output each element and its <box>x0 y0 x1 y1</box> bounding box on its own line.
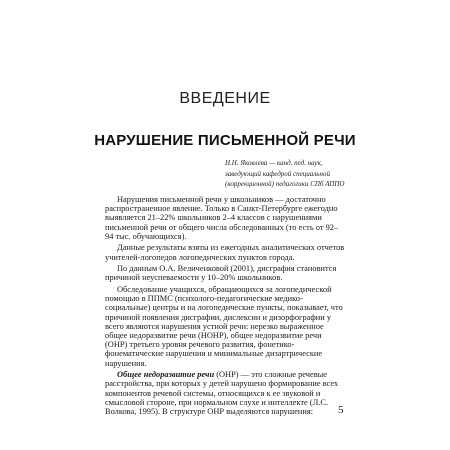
page-number: 5 <box>338 404 344 416</box>
term-onr: Общее недоразвитие речи <box>117 370 215 380</box>
paragraph: Нарушения письменной речи у школьников — достаточно распространенное явление. Только в Санкт-Петербурге ежегодно выявляется 21–22% школьников 2–4 классов с нарушениями письменной речи от общего числа обследованных (то есть от 92–94 тыс. обучающихся). <box>105 195 339 241</box>
paragraph-onr <box>105 370 345 416</box>
paragraph: По данным О.А. Величенковой (2001), дисграфия становится причиной неуспеваемости у 10–20% школьников. <box>105 264 337 283</box>
section-title: ВВЕДЕНИЕ <box>179 90 271 107</box>
onr-definition: (ОНР) — это сложные речевые расстройства, при которых у детей нарушено формирование всех компонентов речевой системы, относящихся к ее звуковой и смысловой стороне, при нормальном слухе и интеллекте (Л.С. Волкова, 1995). В структуре ОНР выделяются нарушения: <box>105 370 339 417</box>
body-text <box>105 195 345 419</box>
author-byline: Н.Н. Яковлева — канд. пед. наук, заведующий кафедрой специальной (коррекционной) педагогики СПб АППО <box>225 159 345 188</box>
paragraph: Обследование учащихся, обращающихся за логопедической помощью в ППМС (психолого-педагогические медико-социальные) центры и на логопедические пункты, показывает, что причиной появления дисграфии, дислексии и дизорфографии у всего являются нарушения устной речи: нерезко выраженное общее недоразвитие речи (НОНР), общее недоразвитие речи (ОНР) третьего уровня речевого развития, фонетико-фонематические нарушения и минимальные дизартрические нарушения. <box>105 285 343 368</box>
paragraph: Данные результаты взяты из ежегодных аналитических отчетов учителей-логопедов логопедических пунктов города. <box>105 243 345 262</box>
chapter-title: НАРУШЕНИЕ ПИСЬМЕННОЙ РЕЧИ <box>94 132 356 149</box>
